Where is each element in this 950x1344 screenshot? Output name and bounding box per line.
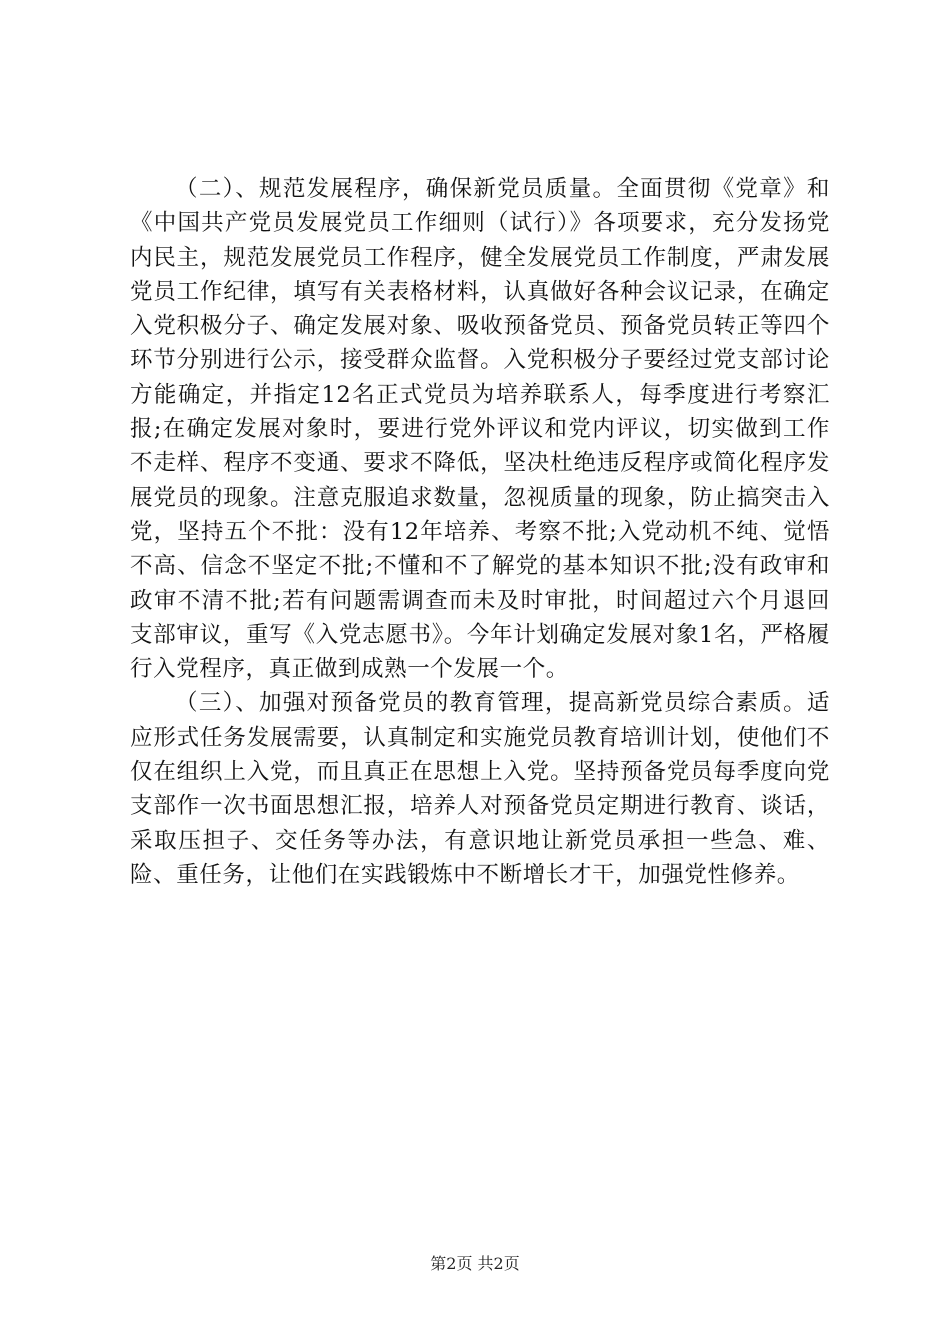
paragraph-section-three: （三）、加强对预备党员的教育管理，提高新党员综合素质。适应形式任务发展需要，认真制定和实施党员教育培训计划，使他们不仅在组织上入党，而且真正在思想上入党。坚持预备党员每季度向党支部作一次书面思想汇报，培养人对预备党员定期进行教育、谈话，采取压担子、交任务等办法，有意识地让新党员承担一些急、难、险、重任务，让他们在实践锻炼中不断增长才干，加强党性修养。	[130, 690, 830, 888]
page-number-footer: 第2页 共2页	[430, 1254, 520, 1273]
paragraph-section-two: （二）、规范发展程序，确保新党员质量。全面贯彻《党章》和《中国共产党员发展党员工作细则（试行）》各项要求，充分发扬党内民主，规范发展党员工作程序，健全发展党员工作制度，严肃发展党员工作纪律，填写有关表格材料，认真做好各种会议记录，在确定入党积极分子、确定发展对象、吸收预备党员、预备党员转正等四个环节分别进行公示，接受群众监督。入党积极分子要经过党支部讨论方能确定，并指定12名正式党员为培养联系人，每季度进行考察汇报;在确定发展对象时，要进行党外评议和党内评议，切实做到工作不走样、程序不变通、要求不降低，坚决杜绝违反程序或简化程序发展党员的现象。注意克服追求数量，忽视质量的现象，防止搞突击入党，坚持五个不批：没有12年培养、考察不批;入党动机不纯、觉悟不高、信念不坚定不批;不懂和不了解党的基本知识不批;没有政审和政审不清不批;若有问题需调查而未及时审批，时间超过六个月退回支部审议，重写《入党志愿书》。今年计划确定发展对象1名，严格履行入党程序，真正做到成熟一个发展一个。	[130, 176, 830, 683]
document-body	[130, 172, 830, 892]
